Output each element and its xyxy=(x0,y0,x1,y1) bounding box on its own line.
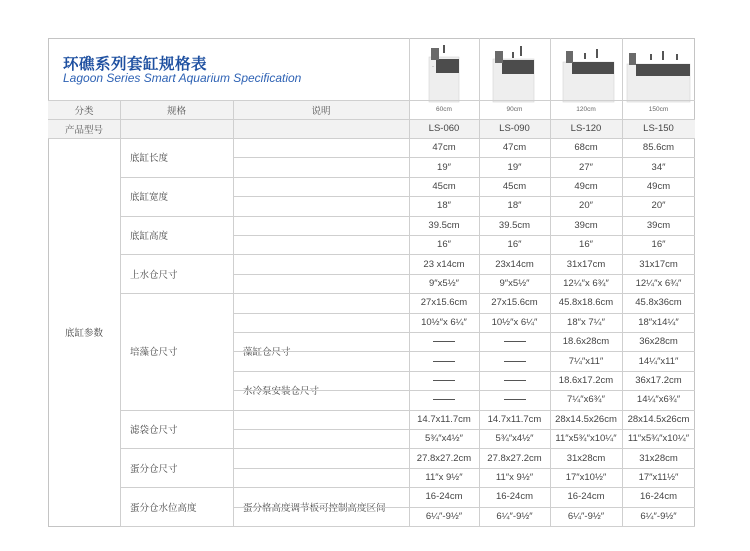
size-caption-0: 60cm xyxy=(436,106,452,113)
grid-line xyxy=(233,293,409,294)
sub-row-line xyxy=(409,196,695,197)
sub-row-line xyxy=(233,196,409,197)
sub-row-line xyxy=(409,390,695,391)
value-cell: 31x28cm xyxy=(566,452,606,464)
spec-4: 培藻仓尺寸 xyxy=(130,347,178,359)
value-cell: 45.8x36cm xyxy=(635,297,682,309)
value-cell: 6¼″-9½″ xyxy=(496,510,533,522)
value-cell: 7¼″x11″ xyxy=(568,355,604,367)
value-cell: 18.6x28cm xyxy=(562,336,610,348)
value-cell: 16-24cm xyxy=(425,491,463,503)
sub-row-line xyxy=(409,313,695,314)
value-cell: 11″x 9½″ xyxy=(425,471,463,483)
sub-row-line xyxy=(409,468,695,469)
size-caption-1: 90cm xyxy=(506,106,523,113)
value-cell: 68cm xyxy=(574,142,598,154)
value-cell: 39cm xyxy=(574,219,598,231)
sub-row-line xyxy=(233,351,409,352)
value-cell: 16″ xyxy=(507,239,522,251)
value-cell: 28x14.5x26cm xyxy=(555,413,617,425)
value-cell: 7¼″x6¾″ xyxy=(567,394,605,406)
sub-row-line xyxy=(409,235,695,236)
value-cell: 16-24cm xyxy=(567,491,605,503)
value-cell xyxy=(479,351,550,370)
size-caption-2: 120cm xyxy=(576,106,596,113)
value-cell: 9″x5½″ xyxy=(499,277,530,289)
spec-3: 上水仓尺寸 xyxy=(130,269,178,281)
sub-row-line xyxy=(409,429,695,430)
sub-row-line xyxy=(233,429,409,430)
value-cell: 27x15.6cm xyxy=(420,297,468,309)
model-label: 产品型号 xyxy=(64,124,103,136)
size-caption-3: 150cm xyxy=(648,106,669,113)
value-cell: 45.8x18.6cm xyxy=(558,297,614,309)
value-cell: 18.6x17.2cm xyxy=(558,374,614,386)
sub-row-line xyxy=(233,235,409,236)
value-cell: 49cm xyxy=(646,180,671,192)
grid-line xyxy=(120,526,233,527)
value-cell: 11″x5¾″x10¼″ xyxy=(627,433,690,445)
dash-placeholder xyxy=(433,399,455,400)
model-2: LS-120 xyxy=(570,123,602,134)
value-cell: 14¼″x11″ xyxy=(638,355,679,367)
value-cell: 11″x 9½″ xyxy=(495,471,534,483)
spec-7: 滤袋仓尺寸 xyxy=(130,424,178,436)
value-cell: 6¼″-9½″ xyxy=(567,510,605,522)
value-cell: 12¼″x 6¾″ xyxy=(563,277,609,289)
spec-0: 底缸长度 xyxy=(130,153,169,165)
value-cell: 12¼″x 6¾″ xyxy=(635,277,682,289)
value-cell xyxy=(479,390,550,409)
grid-line xyxy=(233,177,409,178)
group-label-base-tank: 底缸参数 xyxy=(64,328,103,339)
spec-9: 蛋分仓水位高度 xyxy=(130,502,197,514)
value-cell: 16″ xyxy=(579,239,593,251)
note-5: 藻缸仓尺寸 xyxy=(243,347,291,359)
model-3: LS-150 xyxy=(643,123,674,134)
title-english: Lagoon Series Smart Aquarium Specification xyxy=(63,71,302,85)
model-1: LS-090 xyxy=(499,123,530,134)
sub-row-line xyxy=(409,157,695,158)
value-cell: 28x14.5x26cm xyxy=(627,413,690,425)
dash-placeholder xyxy=(504,341,526,342)
value-cell xyxy=(479,371,550,390)
value-cell: 34″ xyxy=(651,161,666,173)
value-cell xyxy=(409,371,479,390)
value-cell: 31x17cm xyxy=(566,258,606,270)
row-line xyxy=(409,526,695,527)
grid-line xyxy=(233,410,409,411)
grid-line xyxy=(233,254,409,255)
value-cell: 36x17.2cm xyxy=(635,374,682,386)
value-cell: 45cm xyxy=(432,180,456,192)
value-cell: 18″ xyxy=(437,200,451,212)
header-spec: 规格 xyxy=(166,105,186,117)
note-9: 蛋分格高度调节板可控制高度区间 xyxy=(243,502,386,514)
dash-placeholder xyxy=(504,399,526,400)
value-cell: 16-24cm xyxy=(496,491,533,503)
grid-line xyxy=(233,448,409,449)
value-cell: 17″x10½″ xyxy=(565,471,607,483)
value-cell: 14.7x11.7cm xyxy=(417,413,471,425)
dash-placeholder xyxy=(433,361,455,362)
value-cell: 14¼″x6¾″ xyxy=(636,394,681,406)
sub-row-line xyxy=(409,507,695,508)
spec-1: 底缸宽度 xyxy=(130,192,169,204)
sub-row-line xyxy=(409,351,695,352)
value-cell: 23 x14cm xyxy=(423,258,465,270)
value-cell: 20″ xyxy=(651,200,666,212)
header-top-line xyxy=(48,100,695,101)
model-0: LS-060 xyxy=(428,123,460,134)
value-cell: 23x14cm xyxy=(495,258,534,270)
value-cell: 27.8x27.2cm xyxy=(487,452,542,464)
value-cell: 31x17cm xyxy=(639,258,678,270)
grid-line xyxy=(233,216,409,217)
spec-8: 蛋分仓尺寸 xyxy=(130,463,178,475)
header-category: 分类 xyxy=(74,105,94,117)
dash-placeholder xyxy=(433,341,455,342)
value-cell: 39.5cm xyxy=(428,219,460,231)
value-cell xyxy=(409,332,479,351)
value-cell: 6¼″-9½″ xyxy=(640,510,677,522)
value-cell: 5¾″x4½″ xyxy=(425,433,463,445)
value-cell: 39.5cm xyxy=(498,219,531,231)
value-cell: 19″ xyxy=(507,161,522,173)
dash-placeholder xyxy=(433,380,455,381)
value-cell xyxy=(409,351,479,370)
value-cell: 47cm xyxy=(502,142,527,154)
value-cell: 39cm xyxy=(646,219,671,231)
grid-line xyxy=(233,100,234,138)
value-cell: 9″x5½″ xyxy=(429,277,459,289)
value-cell: 17″x11½″ xyxy=(638,471,679,483)
value-cell: 10½″x 6¼″ xyxy=(421,316,467,328)
value-cell xyxy=(409,390,479,409)
value-cell: 18″x 7¼″ xyxy=(567,316,605,328)
dash-placeholder xyxy=(504,380,526,381)
value-cell: 45cm xyxy=(502,180,527,192)
value-cell: 11″x5¾″x10¼″ xyxy=(555,433,617,445)
value-cell xyxy=(479,332,550,351)
value-cell: 5¾″x4½″ xyxy=(495,433,534,445)
value-cell: 18″ xyxy=(507,200,522,212)
header-note: 说明 xyxy=(311,105,331,117)
sub-row-line xyxy=(233,157,409,158)
spec-2: 底缸高度 xyxy=(130,230,169,242)
sub-row-line xyxy=(233,274,409,275)
value-cell: 16″ xyxy=(437,239,451,251)
value-cell: 19″ xyxy=(437,161,451,173)
value-cell: 20″ xyxy=(579,200,593,212)
value-cell: 31x28cm xyxy=(639,452,678,464)
dash-placeholder xyxy=(504,361,526,362)
value-cell: 16″ xyxy=(651,239,666,251)
value-cell: 6¼″-9½″ xyxy=(425,510,463,522)
value-cell: 27x15.6cm xyxy=(491,297,538,309)
sub-row-line xyxy=(233,468,409,469)
value-cell: 27.8x27.2cm xyxy=(416,452,472,464)
value-cell: 47cm xyxy=(432,142,456,154)
title-chinese: 环礁系列套缸规格表 xyxy=(63,55,208,73)
grid-line xyxy=(233,526,409,527)
note-6: 水冷泵安装仓尺寸 xyxy=(243,386,320,398)
value-cell: 10½″x 6¼″ xyxy=(491,316,538,328)
value-cell: 85.6cm xyxy=(642,142,675,154)
header-bottom-line xyxy=(48,119,695,120)
value-cell: 49cm xyxy=(574,180,598,192)
value-cell: 16-24cm xyxy=(640,491,677,503)
value-cell: 18″x14¼″ xyxy=(638,316,679,328)
sub-row-line xyxy=(233,507,409,508)
value-cell: 36x28cm xyxy=(639,336,678,348)
value-cell: 14.7x11.7cm xyxy=(487,413,542,425)
sub-row-line xyxy=(233,390,409,391)
sub-row-line xyxy=(409,274,695,275)
value-cell: 27″ xyxy=(579,161,593,173)
sub-row-line xyxy=(233,313,409,314)
